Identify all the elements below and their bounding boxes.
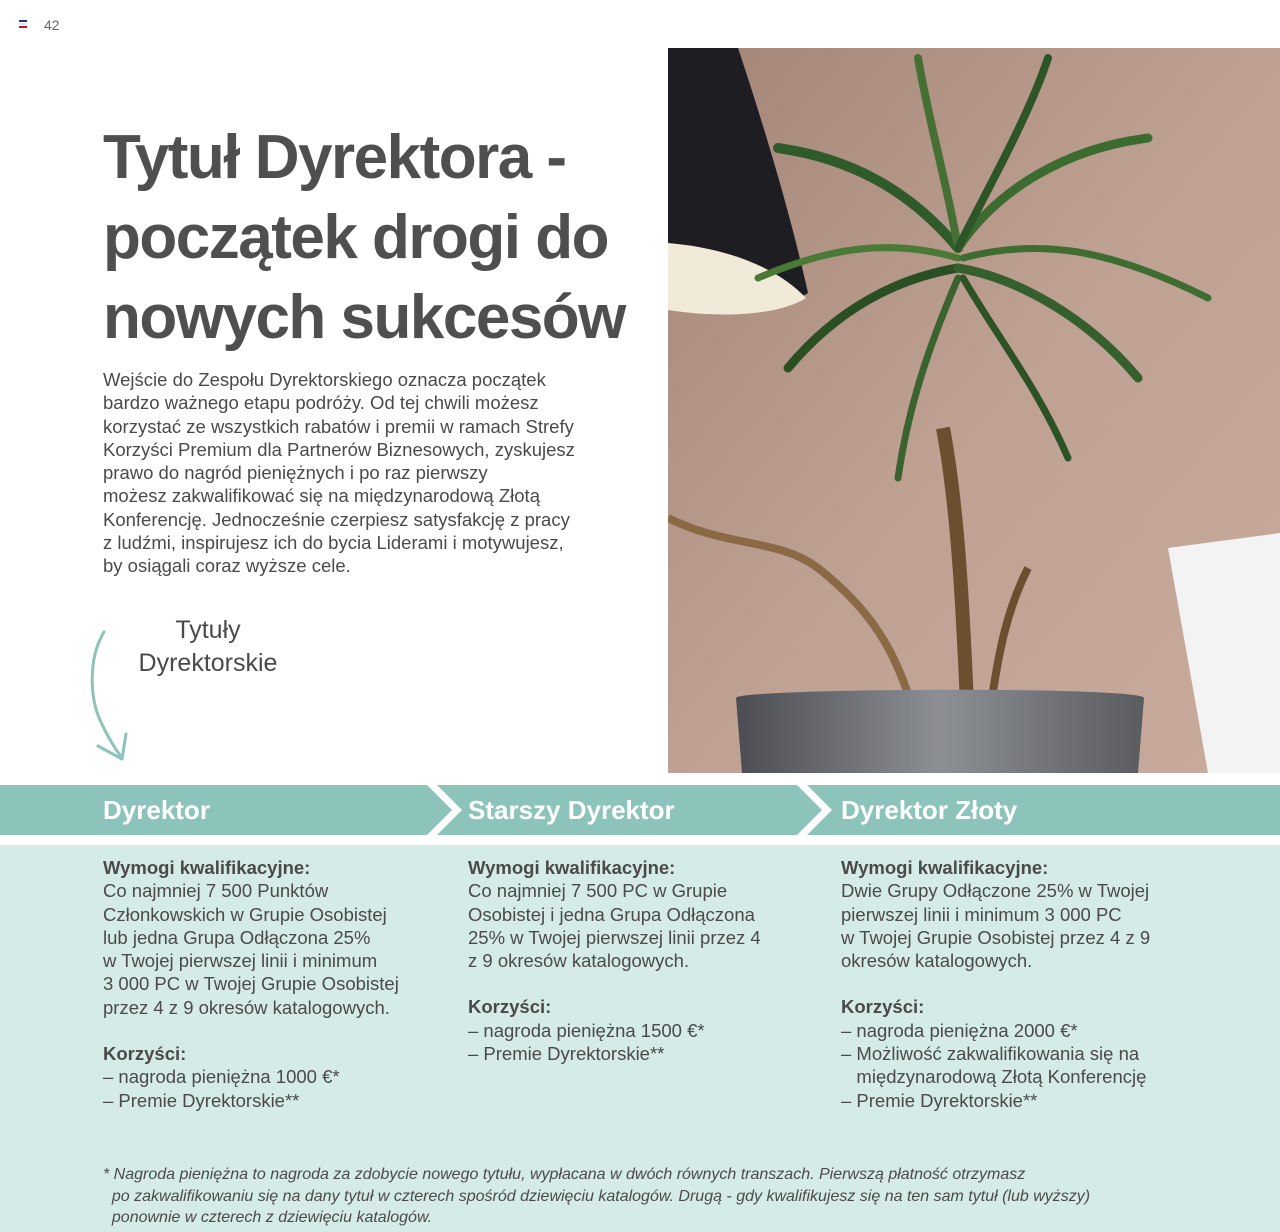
intro-line: z ludźmi, inspirujesz ich do bycia Liderami i motywujesz, [103, 532, 564, 554]
title-dyrektor-zloty: Dyrektor Złoty [841, 795, 1018, 825]
intro-line: by osiągali coraz wyższe cele. [103, 555, 351, 577]
benefit-line: – Premie Dyrektorskie** [468, 1043, 665, 1065]
requirement-line: Osobistej i jedna Grupa Odłączona [468, 903, 755, 925]
requirement-line: 3 000 PC w Twojej Grupie Osobistej [103, 973, 399, 995]
requirement-line: pierwszej linii i minimum 3 000 PC [841, 903, 1122, 925]
intro-line: prawo do nagród pieniężnych i po raz pierwszy [103, 462, 488, 484]
footnote-line: po zakwalifikowaniu się na dany tytuł w czterech spośród dziewięciu katalogów. Drugą - gdy kwalifikujesz się na ten sam tytuł (lub wyższy) [103, 1187, 1091, 1205]
intro-paragraph [103, 368, 603, 578]
intro-line: możesz zakwalifikować się na międzynarodową Złotą [103, 485, 540, 507]
requirements-heading: Wymogi kwalifikacyjne: [103, 857, 311, 878]
title-dyrektor: Dyrektor [103, 795, 210, 825]
titles-band [0, 785, 1280, 835]
benefit-line: – Możliwość zakwalifikowania się na [841, 1043, 1140, 1065]
footnote-line: ponownie w czterech z dziewięciu katalogów. [103, 1209, 433, 1226]
page-title-line: Tytuł Dyrektora - [103, 123, 566, 192]
page-title [103, 118, 643, 358]
benefit-line: – nagroda pieniężna 1500 €* [468, 1019, 705, 1041]
requirement-line: w Twojej pierwszej linii i minimum [103, 950, 378, 972]
requirement-line: w Twojej Grupie Osobistej przez 4 z 9 [841, 926, 1151, 948]
language-flag-icon [19, 20, 27, 27]
sub-label-line: Tytuły [175, 616, 241, 644]
page-title-line: nowych sukcesów [103, 283, 625, 352]
requirements-heading: Wymogi kwalifikacyjne: [468, 857, 676, 878]
requirement-line: okresów katalogowych. [841, 950, 1033, 972]
column-dyrektor [103, 856, 399, 1112]
page-number: 42 [44, 17, 60, 33]
benefits-heading: Korzyści: [841, 996, 925, 1018]
requirement-line: Co najmniej 7 500 Punktów [103, 880, 329, 902]
title-starszy-dyrektor: Starszy Dyrektor [468, 795, 675, 825]
benefit-line: – Premie Dyrektorskie** [841, 1089, 1038, 1111]
footnote [103, 1164, 1203, 1229]
intro-line: korzystać ze wszystkich rabatów i premii w ramach Strefy [103, 415, 574, 437]
benefit-line: – Premie Dyrektorskie** [103, 1089, 300, 1111]
requirement-line: Dwie Grupy Odłączone 25% w Twojej [841, 880, 1150, 902]
requirement-line: z 9 okresów katalogowych. [468, 950, 690, 972]
intro-line: Wejście do Zespołu Dyrektorskiego oznacza początek [103, 369, 546, 390]
intro-line: Konferencję. Jednocześnie czerpiesz satysfakcję z pracy [103, 508, 570, 530]
page-title-line: początek drogi do [103, 203, 608, 272]
requirement-line: Co najmniej 7 500 PC w Grupie [468, 880, 728, 902]
curved-arrow-icon [82, 628, 142, 768]
benefit-line: – nagroda pieniężna 1000 €* [103, 1066, 340, 1088]
sub-label-line: Dyrektorskie [138, 649, 278, 677]
requirement-line: lub jedna Grupa Odłączona 25% [103, 926, 371, 948]
directors-titles-label [125, 614, 291, 680]
plant-lamp-photo [668, 48, 1280, 773]
requirement-line: Członkowskich w Grupie Osobistej [103, 903, 387, 925]
benefit-line: – nagroda pieniężna 2000 €* [841, 1019, 1078, 1041]
intro-line: bardzo ważnego etapu podróży. Od tej chwili możesz [103, 392, 539, 414]
footnote-line: * Nagroda pieniężna to nagroda za zdobycie nowego tytułu, wypłacana w dwóch równych transzach. Pierwszą płatność otrzymasz [103, 1166, 1026, 1183]
requirement-line: 25% w Twojej pierwszej linii przez 4 [468, 926, 761, 948]
intro-line: Korzyści Premium dla Partnerów Biznesowych, zyskujesz [103, 438, 575, 460]
benefits-heading: Korzyści: [468, 996, 552, 1018]
benefit-line: międzynarodową Złotą Konferencję [841, 1066, 1147, 1088]
column-starszy-dyrektor [468, 856, 761, 1065]
column-dyrektor-zloty [841, 856, 1150, 1112]
benefits-heading: Korzyści: [103, 1043, 187, 1065]
requirement-line: przez 4 z 9 okresów katalogowych. [103, 996, 390, 1018]
requirements-heading: Wymogi kwalifikacyjne: [841, 857, 1049, 878]
